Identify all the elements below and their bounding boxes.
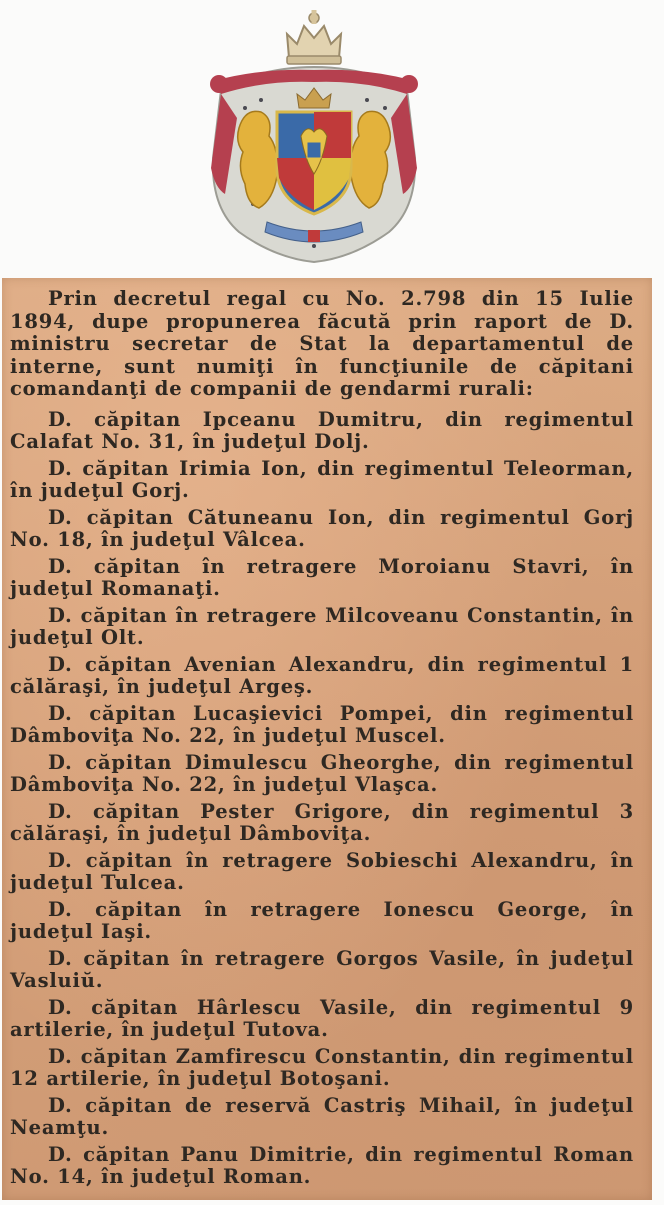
appointment-entry: D. căpitan Pester Grigore, din regimentul 3 călăraşi, în judeţul Dâmboviţa. bbox=[10, 799, 634, 845]
top-crown-icon bbox=[287, 10, 341, 64]
decree-intro: Prin decretul regal cu No. 2.798 din 15 Iulie 1894, dupe propunerea făcută prin raport de D. ministru secretar de Stat la departamentul de interne, sunt numiţi în funcţiunile de căpitani comandanţi de companii de gendarmi rurali: bbox=[10, 287, 634, 400]
coat-of-arms-icon bbox=[203, 8, 425, 263]
appointment-entry: D. căpitan în retragere Sobieschi Alexandru, în judeţul Tulcea. bbox=[10, 848, 634, 894]
decree-text bbox=[10, 288, 634, 1193]
appointment-entry: D. căpitan Irimia Ion, din regimentul Teleorman, în judeţul Gorj. bbox=[10, 456, 634, 502]
appointment-entry: D. căpitan în retragere Moroianu Stavri, în judeţul Romanaţi. bbox=[10, 554, 634, 600]
appointment-entry: D. căpitan în retragere Gorgos Vasile, în judeţul Vasluiŭ. bbox=[10, 946, 634, 992]
shield-icon bbox=[277, 112, 351, 214]
appointment-entry: D. căpitan Lucaşievici Pompei, din regimentul Dâmboviţa No. 22, în judeţul Muscel. bbox=[10, 701, 634, 747]
newspaper-clipping bbox=[2, 278, 652, 1200]
appointment-entry: D. căpitan Zamfirescu Constantin, din regimentul 12 artilerie, în judeţul Botoşani. bbox=[10, 1044, 634, 1090]
appointment-entry: D. căpitan în retragere Ionescu George, în judeţul Iaşi. bbox=[10, 897, 634, 943]
appointment-entry: D. căpitan Panu Dimitrie, din regimentul Roman No. 14, în judeţul Roman. bbox=[10, 1142, 634, 1188]
appointment-entry: D. căpitan Dimulescu Gheorghe, din regimentul Dâmboviţa No. 22, în judeţul Vlaşca. bbox=[10, 750, 634, 796]
header-area bbox=[0, 0, 664, 270]
appointment-entry: D. căpitan în retragere Milcoveanu Constantin, în judeţul Olt. bbox=[10, 603, 634, 649]
appointment-entry: D. căpitan Ipceanu Dumitru, din regimentul Calafat No. 31, în judeţul Dolj. bbox=[10, 407, 634, 453]
appointment-entry: D. căpitan Avenian Alexandru, din regimentul 1 călăraşi, în judeţul Argeş. bbox=[10, 652, 634, 698]
appointment-entry: D. căpitan Cătuneanu Ion, din regimentul Gorj No. 18, în judeţul Vâlcea. bbox=[10, 505, 634, 551]
appointment-entry: D. căpitan Hârlescu Vasile, din regimentul 9 artilerie, în judeţul Tutova. bbox=[10, 995, 634, 1041]
appointment-entry: D. căpitan de reservă Castriş Mihail, în judeţul Neamţu. bbox=[10, 1093, 634, 1139]
